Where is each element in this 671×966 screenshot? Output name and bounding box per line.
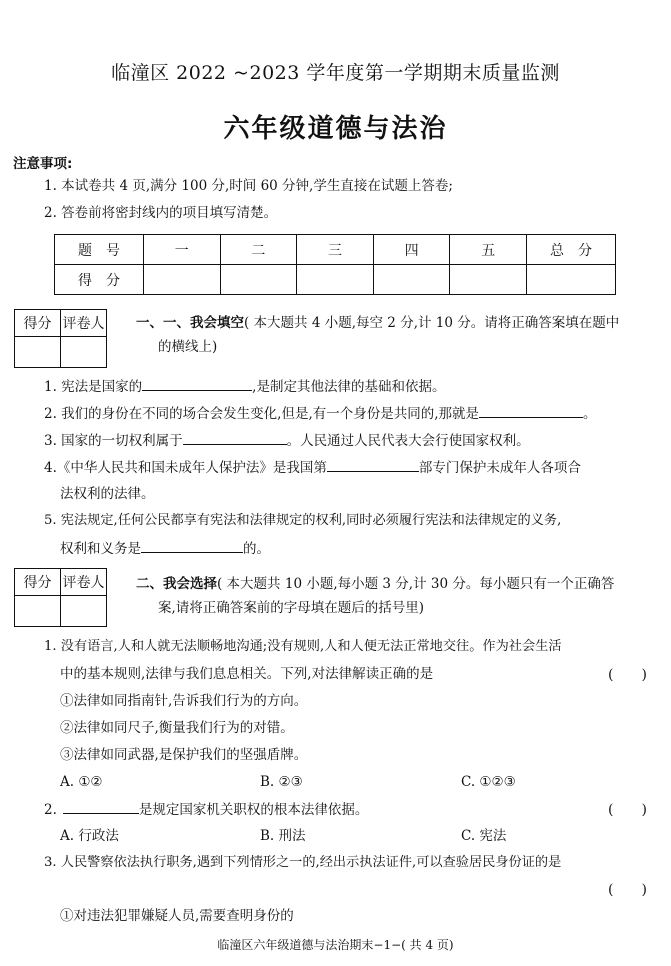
- question-text: 2. 我们的身份在不同的场合会发生变化,但是,有一个身份是共同的,那就是: [44, 406, 480, 422]
- notice-item: 1. 本试卷共 4 页,满分 100 分,时间 60 分钟,学生直接在试题上答卷;: [44, 178, 453, 194]
- question-text: 。人民通过人民代表大会行使国家权利。: [286, 433, 530, 449]
- score-cell[interactable]: [144, 265, 221, 295]
- question-text: 。: [583, 406, 597, 422]
- choice-question-3: 3. 人民警察依法执行职务,遇到下列情形之一的,经出示执法证件,可以查验居民身份证的是: [44, 855, 562, 870]
- exam-header-title: 临潼区 2022 ~2023 学年度第一学期期末质量监测: [111, 62, 560, 84]
- answer-blank[interactable]: [141, 538, 243, 553]
- notice-title: 注意事项:: [13, 156, 73, 172]
- statement-option: ①对违法犯罪嫌疑人员,需要查明身份的: [60, 908, 294, 924]
- section2-heading-continued: 案,请将正确答案前的字母填在题后的括号里): [158, 600, 425, 616]
- fill-question-5-continued: [60, 538, 270, 559]
- score-table-column: 二: [220, 235, 297, 265]
- fill-question-4-continued: 法权利的法律。: [60, 486, 155, 502]
- subject-title: 六年级道德与法治: [223, 114, 448, 144]
- fill-question-3: [44, 430, 530, 451]
- grader-name-cell[interactable]: [61, 596, 107, 627]
- choice-option-a[interactable]: A. ①②: [60, 774, 103, 790]
- section2-heading-title: 二、我会选择: [136, 576, 217, 592]
- question-number: 2.: [44, 802, 57, 818]
- choice-option-b[interactable]: B. 刑法: [260, 828, 306, 844]
- answer-blank[interactable]: [142, 376, 252, 391]
- score-table-column: 五: [450, 235, 527, 265]
- fill-question-4: [44, 457, 581, 478]
- choice-question-1-continued: 中的基本规则,法律与我们息息相关。下列,对法律解读正确的是: [60, 666, 434, 682]
- choice-option-c[interactable]: C. 宪法: [461, 828, 507, 844]
- statement-option: ①法律如同指南针,告诉我们行为的方向。: [60, 693, 308, 709]
- answer-parentheses[interactable]: ( ): [608, 882, 647, 898]
- section1-heading-instructions: ( 本大题共 4 小题,每空 2 分,计 10 分。请将正确答案填在题中: [244, 315, 620, 331]
- grader-box: [14, 568, 107, 627]
- grader-score-label: 得分: [15, 569, 61, 596]
- fill-question-2: [44, 403, 597, 424]
- grader-score-cell[interactable]: [15, 337, 61, 368]
- score-table-row-label: 题 号: [55, 235, 144, 265]
- grader-score-label: 得分: [15, 310, 61, 337]
- score-table-column: 三: [297, 235, 374, 265]
- score-table-column: 四: [373, 235, 450, 265]
- notice-item: 2. 答卷前将密封线内的项目填写清楚。: [44, 205, 278, 221]
- score-cell[interactable]: [297, 265, 374, 295]
- score-table-score-row: [55, 265, 616, 295]
- section2-heading: [136, 574, 614, 595]
- question-text: 权利和义务是: [60, 541, 141, 557]
- answer-blank[interactable]: [183, 430, 287, 445]
- section1-heading-continued: 的横线上): [158, 339, 218, 355]
- score-table-column: 一: [144, 235, 221, 265]
- answer-blank[interactable]: [327, 457, 419, 472]
- score-cell[interactable]: [527, 265, 616, 295]
- grader-name-label: 评卷人: [61, 569, 107, 596]
- choice-option-b[interactable]: B. ②③: [260, 774, 303, 790]
- grader-box: [14, 309, 107, 368]
- grader-name-cell[interactable]: [61, 337, 107, 368]
- page-footer: 临潼区六年级道德与法治期末−1−( 共 4 页): [217, 938, 454, 952]
- answer-parentheses[interactable]: ( ): [608, 802, 647, 818]
- score-cell[interactable]: [220, 265, 297, 295]
- statement-option: ②法律如同尺子,衡量我们行为的对错。: [60, 720, 294, 736]
- answer-blank[interactable]: [479, 403, 583, 418]
- choice-option-c[interactable]: C. ①②③: [461, 774, 516, 790]
- choice-question-2: [44, 799, 368, 820]
- section2-heading-instructions: ( 本大题共 10 小题,每小题 3 分,计 30 分。每小题只有一个正确答: [217, 576, 615, 592]
- choice-question-1: 1. 没有语言,人和人就无法顺畅地沟通;没有规则,人和人便无法正常地交往。作为社会生活: [44, 639, 562, 654]
- section1-heading-title: 一、一、我会填空: [136, 315, 244, 331]
- section1-heading: [136, 313, 619, 334]
- choice-option-a[interactable]: A. 行政法: [60, 828, 119, 844]
- score-table: [54, 234, 616, 295]
- answer-parentheses[interactable]: ( ): [608, 667, 647, 683]
- answer-blank[interactable]: [63, 799, 139, 814]
- grader-score-cell[interactable]: [15, 596, 61, 627]
- score-table-row-label: 得 分: [55, 265, 144, 295]
- score-table-header-row: [55, 235, 616, 265]
- question-text: 1. 宪法是国家的: [44, 379, 143, 395]
- question-text: 4.《中华人民共和国未成年人保护法》是我国第: [44, 460, 327, 476]
- question-text: ,是制定其他法律的基础和依据。: [252, 379, 446, 395]
- statement-option: ③法律如同武器,是保护我们的坚强盾牌。: [60, 747, 308, 763]
- score-cell[interactable]: [450, 265, 527, 295]
- question-text: 3. 国家的一切权利属于: [44, 433, 183, 449]
- question-text: 的。: [243, 541, 270, 557]
- question-text: 是规定国家机关职权的根本法律依据。: [138, 802, 369, 818]
- fill-question-1: [44, 376, 445, 397]
- score-table-column: 总 分: [527, 235, 616, 265]
- question-text: 部专门保护未成年人各项合: [418, 460, 581, 476]
- grader-name-label: 评卷人: [61, 310, 107, 337]
- score-cell[interactable]: [373, 265, 450, 295]
- fill-question-5: 5. 宪法规定,任何公民都享有宪法和法律规定的权利,同时必须履行宪法和法律规定的义务,: [44, 513, 562, 528]
